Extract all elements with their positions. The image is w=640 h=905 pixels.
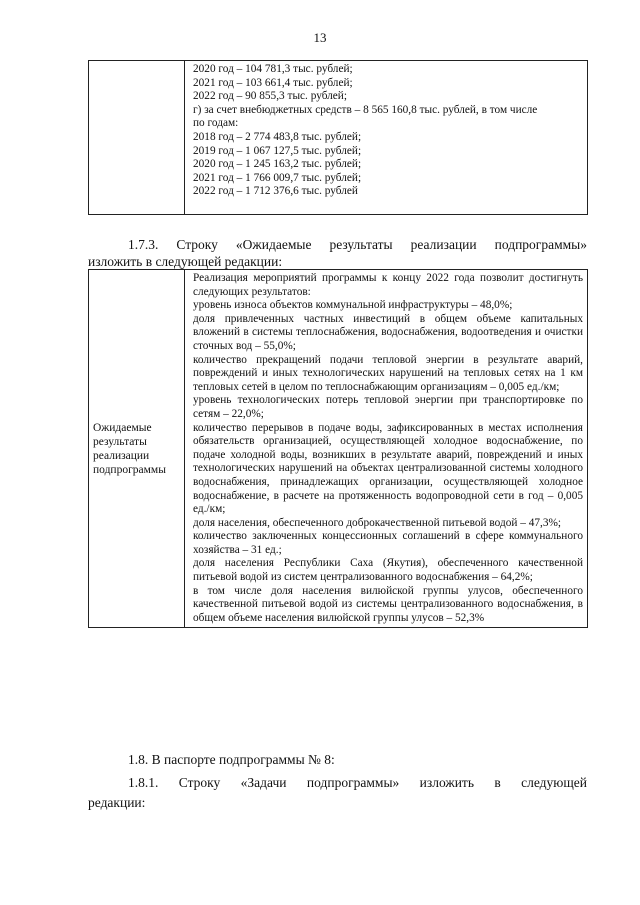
result-item: доля привлеченных частных инвестиций в общем объеме капитальных вложений в системы теплоснабжения, водоснабжения, водоотведения и очистки сточных вод – 55,0%; (193, 312, 583, 352)
section-1-7-3-line1: 1.7.3. Строку «Ожидаемые результаты реализации подпрограммы» (128, 237, 587, 252)
funding-cell (185, 61, 588, 215)
funding-line: 2022 год – 1 712 376,6 тыс. рублей (193, 185, 358, 198)
funding-line: 2018 год – 2 774 483,8 тыс. рублей; (193, 130, 362, 143)
page-number: 13 (313, 30, 327, 45)
section-1-7-3-line2: изложить в следующей редакции: (88, 254, 283, 269)
funding-table (88, 60, 588, 215)
funding-line: по годам: (193, 117, 239, 130)
result-item: в том числе доля населения вилюйской группы улусов, обеспеченного качественной питьевой водой из системы централизованного водоснабжения, в общем объеме населения вилюйской группы улусов – 52,3% (193, 584, 583, 624)
result-item: количество перерывов в подаче воды, зафиксированных в местах исполнения обязательств организацией, осуществляющей холодное водоснабжение, по подаче холодной воды, возникших в результате аварий, повреждений и иных технологических нарушений на объектах централизованной системы холодного водоснабжения, принадлежащих организации, осуществляющей холодное водоснабжение, в расчете на протяженность водопроводной сети в год – 0,005 ед./км; (193, 421, 583, 516)
result-item: количество прекращений подачи тепловой энергии в результате аварий, повреждений и иных технологических нарушений на тепловых сетях на 1 км тепловых сетей в целом по теплоснабжающим организациям – 0,005 ед./км; (193, 353, 583, 393)
section-1-8-1-line2: редакции: (88, 795, 146, 810)
section-1-8: 1.8. В паспорте подпрограммы № 8: (128, 752, 335, 767)
results-label-cell: Ожидаемые результаты реализации подпрограммы (89, 270, 185, 628)
funding-line: 2020 год – 104 781,3 тыс. рублей; (193, 63, 353, 75)
result-item: уровень износа объектов коммунальной инфраструктуры – 48,0%; (193, 299, 513, 312)
result-item: доля населения, обеспеченного доброкачественной питьевой водой – 47,3%; (193, 516, 562, 529)
funding-line: 2020 год – 1 245 163,2 тыс. рублей; (193, 158, 362, 171)
result-item: Реализация мероприятий программы к концу 2022 года позволит достигнуть следующих результатов: (193, 272, 583, 298)
table-row (89, 61, 588, 215)
table-cell-empty (89, 61, 185, 215)
table-row (89, 270, 588, 628)
expected-results-table (88, 269, 588, 628)
results-content-cell (185, 270, 588, 628)
section-1-8-1-line1: 1.8.1. Строку «Задачи подпрограммы» изложить в следующей (128, 775, 587, 790)
funding-line: 2022 год – 90 855,3 тыс. рублей; (193, 90, 347, 103)
funding-line: 2021 год – 1 766 009,7 тыс. рублей; (193, 171, 362, 184)
funding-line: 2019 год – 1 067 127,5 тыс. рублей; (193, 144, 362, 157)
result-item: доля населения Республики Саха (Якутия), обеспеченного качественной питьевой водой из систем централизованного водоснабжения – 64,2%; (193, 557, 583, 584)
funding-line: 2021 год – 103 661,4 тыс. рублей; (193, 76, 353, 89)
funding-line: г) за счет внебюджетных средств – 8 565 160,8 тыс. рублей, в том числе (193, 103, 538, 116)
result-item: количество заключенных концессионных соглашений в сфере коммунального хозяйства – 31 ед.; (193, 530, 583, 556)
result-item: уровень технологических потерь тепловой энергии при транспортировке по сетям – 22,0%; (193, 394, 583, 420)
